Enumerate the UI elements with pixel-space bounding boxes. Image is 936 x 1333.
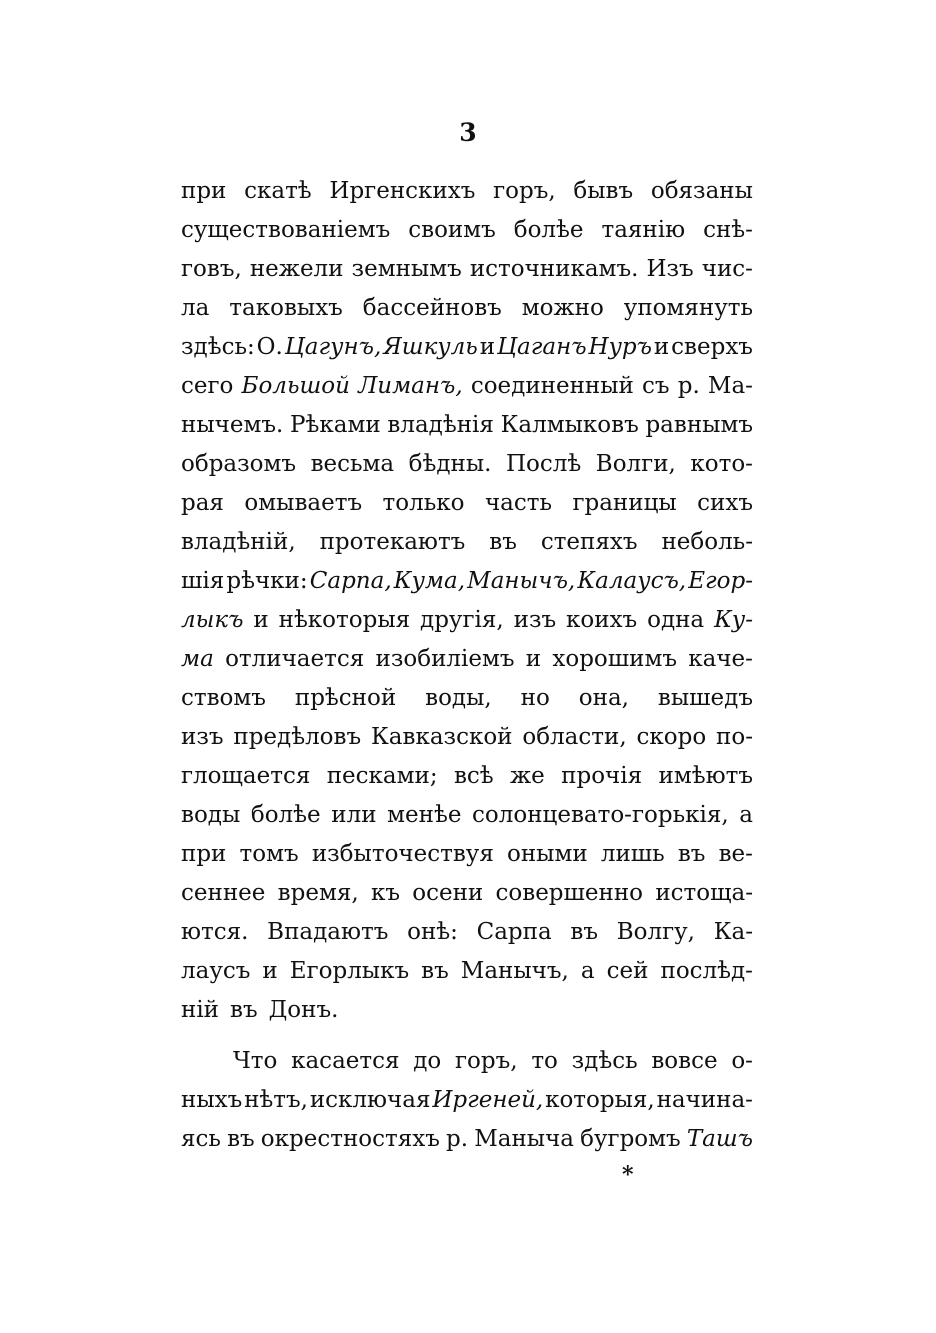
- word: каче-: [688, 646, 753, 672]
- word: упомянуть: [623, 295, 753, 321]
- word: или: [331, 802, 377, 828]
- text-line: [181, 367, 753, 406]
- word: таковыхъ: [229, 295, 343, 321]
- word: таянiю: [601, 217, 686, 243]
- word: касается: [291, 1048, 400, 1074]
- word: рѣчки:: [226, 568, 308, 594]
- text-line: [181, 640, 753, 679]
- italic-word: лыкъ: [181, 607, 244, 633]
- italic-word: Сарпа,: [309, 568, 392, 594]
- word: время,: [277, 880, 359, 906]
- word: исключая: [309, 1087, 431, 1113]
- word: кото-: [690, 451, 753, 477]
- word: р.: [677, 373, 700, 399]
- word: въ: [230, 997, 258, 1023]
- word: Манычъ,: [460, 958, 569, 984]
- word: въ: [421, 958, 449, 984]
- word: и: [653, 334, 670, 360]
- word: нѣтъ,: [244, 1087, 308, 1113]
- text-line: [181, 328, 753, 367]
- word: она,: [578, 685, 629, 711]
- word: до: [413, 1048, 442, 1074]
- word: менѣе: [387, 802, 462, 828]
- word: сеннее: [181, 880, 266, 906]
- text-line: [181, 718, 753, 757]
- word: одна: [647, 607, 705, 633]
- word: осени: [412, 880, 484, 906]
- word: предѣловъ: [233, 724, 362, 750]
- word: шiя: [181, 568, 225, 594]
- word: а: [580, 958, 595, 984]
- word: лаусъ: [181, 958, 251, 984]
- word: песками;: [326, 763, 438, 789]
- word: же: [510, 763, 545, 789]
- word: изъ: [513, 607, 557, 633]
- word: прѣсной: [294, 685, 397, 711]
- word: и: [479, 334, 496, 360]
- word: нѣкоторыя: [278, 607, 411, 633]
- text-line: [181, 289, 753, 328]
- word: томъ: [239, 841, 299, 867]
- word: Волгу,: [616, 919, 695, 945]
- word: въ: [227, 1126, 255, 1152]
- word: протекаютъ: [319, 529, 466, 555]
- word: окрестностяхъ: [260, 1126, 440, 1152]
- word: рая: [181, 490, 224, 516]
- word: Впадаютъ: [267, 919, 389, 945]
- word: Рѣками: [290, 412, 381, 438]
- italic-word: Егор-: [688, 568, 753, 594]
- word: имѣютъ: [658, 763, 753, 789]
- word: ныхъ: [181, 1087, 243, 1113]
- italic-word: Ташъ: [686, 1126, 753, 1152]
- word: о-: [731, 1048, 753, 1074]
- word: и: [525, 646, 542, 672]
- text-line: [181, 250, 753, 289]
- word: Сарпа: [476, 919, 552, 945]
- text-line: [181, 523, 753, 562]
- word: воды,: [425, 685, 492, 711]
- word: къ: [370, 880, 400, 906]
- word: съ: [642, 373, 670, 399]
- word: изъ: [181, 724, 224, 750]
- body-text: [181, 172, 753, 1159]
- word: обязаны: [650, 178, 753, 204]
- word: въ: [489, 529, 517, 555]
- word: границы: [572, 490, 677, 516]
- text-line: [181, 991, 753, 1030]
- word: лишь: [600, 841, 665, 867]
- word: коихъ: [566, 607, 638, 633]
- word: вовсе: [651, 1048, 718, 1074]
- word: источникамъ.: [469, 256, 639, 282]
- text-line: [181, 874, 753, 913]
- word: часть: [484, 490, 552, 516]
- word: степяхъ: [540, 529, 638, 555]
- word: земнымъ: [351, 256, 462, 282]
- italic-word: Ку-: [714, 607, 753, 633]
- italic-word: Яшкуль: [383, 334, 478, 360]
- word: Послѣ: [506, 451, 582, 477]
- word: сего: [181, 373, 234, 399]
- word: Калмыковъ: [500, 412, 639, 438]
- word: Маныча: [474, 1126, 575, 1152]
- word: бѣдны.: [408, 451, 492, 477]
- word: бугромъ: [580, 1126, 681, 1152]
- word: но: [520, 685, 550, 711]
- word: чис-: [701, 256, 753, 282]
- italic-word: Нуръ: [588, 334, 652, 360]
- word: сверхъ: [671, 334, 753, 360]
- word: весьма: [310, 451, 395, 477]
- word: воды: [181, 802, 241, 828]
- italic-word: ма: [181, 646, 214, 672]
- word: соединенный: [470, 373, 634, 399]
- italic-word: Манычъ,: [467, 568, 576, 594]
- word: здѣсь: [571, 1048, 638, 1074]
- word: которыя,: [545, 1087, 655, 1113]
- word: въ: [677, 841, 706, 867]
- word: говъ,: [181, 256, 242, 282]
- word: прочiя: [561, 763, 643, 789]
- italic-word: Кума,: [393, 568, 466, 594]
- word: О.: [256, 334, 283, 360]
- word: ве-: [718, 841, 753, 867]
- word: своимъ: [408, 217, 496, 243]
- word: ствомъ: [181, 685, 266, 711]
- word: Волги,: [595, 451, 676, 477]
- word: совершенно: [495, 880, 644, 906]
- word: скатѣ: [244, 178, 312, 204]
- word: скоро: [636, 724, 707, 750]
- signature-mark: *: [622, 1162, 634, 1188]
- word: а: [739, 802, 753, 828]
- word: по-: [716, 724, 753, 750]
- word: изобилiемъ: [375, 646, 515, 672]
- word: избыточествуя: [311, 841, 494, 867]
- word: глощается: [181, 763, 311, 789]
- word: бассейновъ: [362, 295, 502, 321]
- word: Донъ.: [268, 997, 339, 1023]
- word: омываетъ: [244, 490, 363, 516]
- word: нычемъ.: [181, 412, 284, 438]
- italic-word: Цаганъ: [497, 334, 587, 360]
- word: нiй: [181, 997, 220, 1023]
- word: только: [382, 490, 465, 516]
- page-number: 3: [459, 118, 477, 147]
- word: ются.: [181, 919, 249, 945]
- italic-word: Калаусъ,: [577, 568, 687, 594]
- text-line: [181, 835, 753, 874]
- text-line: [181, 172, 753, 211]
- word: другiя,: [420, 607, 504, 633]
- word: сей: [606, 958, 649, 984]
- word: владѣнiй,: [181, 529, 296, 555]
- text-line: [181, 1081, 753, 1120]
- text-line: [181, 484, 753, 523]
- word: неболь-: [661, 529, 753, 555]
- text-line: [181, 211, 753, 250]
- word: существованiемъ: [181, 217, 391, 243]
- word: хорошимъ: [552, 646, 677, 672]
- word: солонцевато-горькiя,: [472, 802, 729, 828]
- word: Егорлыкъ: [289, 958, 410, 984]
- word: болѣе: [250, 802, 321, 828]
- text-line: [181, 952, 753, 991]
- word: владѣнiя: [387, 412, 494, 438]
- word: истоща-: [655, 880, 753, 906]
- word: Что: [233, 1048, 278, 1074]
- text-line: [181, 406, 753, 445]
- word: горъ,: [493, 178, 556, 204]
- italic-word: Большой: [241, 373, 350, 399]
- text-line: [181, 562, 753, 601]
- word: онѣ:: [407, 919, 458, 945]
- text-line: [181, 757, 753, 796]
- word: Изъ: [646, 256, 694, 282]
- word: и: [253, 607, 269, 633]
- word: здѣсь:: [181, 334, 255, 360]
- word: то: [531, 1048, 558, 1074]
- text-line: [181, 913, 753, 952]
- word: снѣ-: [703, 217, 753, 243]
- text-line: [181, 679, 753, 718]
- italic-word: Лиманъ,: [358, 373, 463, 399]
- word: отличается: [225, 646, 365, 672]
- word: вышедъ: [657, 685, 753, 711]
- word: нежели: [249, 256, 344, 282]
- word: сихъ: [697, 490, 753, 516]
- word: въ: [570, 919, 598, 945]
- word: Иргенскихъ: [329, 178, 476, 204]
- word: р.: [446, 1126, 469, 1152]
- word: при: [181, 178, 227, 204]
- word: ла: [181, 295, 210, 321]
- word: Ка-: [713, 919, 753, 945]
- word: бывъ: [573, 178, 634, 204]
- word: Ма-: [707, 373, 753, 399]
- word: горъ,: [455, 1048, 518, 1074]
- text-line: [181, 445, 753, 484]
- word: ясь: [181, 1126, 221, 1152]
- word: области,: [522, 724, 627, 750]
- text-line: [181, 1042, 753, 1081]
- text-line: [181, 1120, 753, 1159]
- word: Кавказской: [370, 724, 513, 750]
- word: послѣд-: [660, 958, 753, 984]
- word: всѣ: [453, 763, 494, 789]
- word: болѣе: [513, 217, 584, 243]
- word: оными: [506, 841, 588, 867]
- paragraph-gap: [181, 1030, 753, 1042]
- word: можно: [521, 295, 604, 321]
- text-line: [181, 601, 753, 640]
- word: равнымъ: [645, 412, 753, 438]
- word: образомъ: [181, 451, 297, 477]
- text-line: [181, 796, 753, 835]
- italic-word: Цагунъ,: [284, 334, 382, 360]
- word: начина-: [656, 1087, 753, 1113]
- word: при: [181, 841, 227, 867]
- word: и: [262, 958, 278, 984]
- italic-word: Иргеней,: [432, 1087, 544, 1113]
